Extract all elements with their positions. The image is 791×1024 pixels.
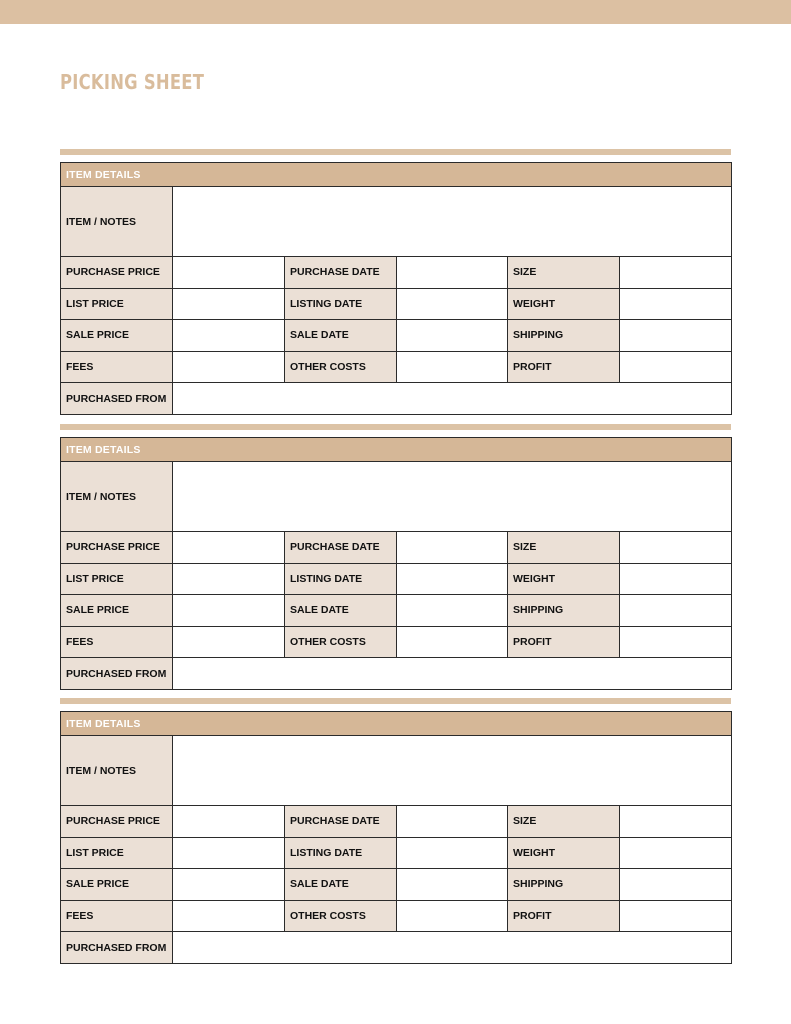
purchase-date-label: PURCHASE DATE [285, 806, 397, 838]
shipping-field[interactable] [620, 869, 732, 901]
weight-field[interactable] [620, 563, 732, 595]
list-price-field[interactable] [173, 288, 285, 320]
purchase-price-field[interactable] [173, 257, 285, 289]
fees-field[interactable] [173, 626, 285, 658]
listing-date-label: LISTING DATE [285, 288, 397, 320]
shipping-label: SHIPPING [508, 869, 620, 901]
purchase-date-field[interactable] [397, 257, 508, 289]
sale-price-label: SALE PRICE [61, 869, 173, 901]
shipping-label: SHIPPING [508, 320, 620, 352]
section-divider [60, 698, 731, 704]
fees-label: FEES [61, 900, 173, 932]
list-price-label: LIST PRICE [61, 837, 173, 869]
weight-label: WEIGHT [508, 563, 620, 595]
purchased-from-label: PURCHASED FROM [61, 932, 173, 964]
listing-date-label: LISTING DATE [285, 837, 397, 869]
sale-date-label: SALE DATE [285, 595, 397, 627]
size-label: SIZE [508, 806, 620, 838]
item-notes-field[interactable] [173, 462, 732, 532]
sale-price-label: SALE PRICE [61, 595, 173, 627]
item-details-header: ITEM DETAILS [61, 712, 732, 736]
profit-field[interactable] [620, 900, 732, 932]
other-costs-field[interactable] [397, 900, 508, 932]
sale-date-label: SALE DATE [285, 869, 397, 901]
purchased-from-label: PURCHASED FROM [61, 658, 173, 690]
fees-field[interactable] [173, 351, 285, 383]
purchase-price-label: PURCHASE PRICE [61, 257, 173, 289]
size-label: SIZE [508, 532, 620, 564]
purchased-from-label: PURCHASED FROM [61, 383, 173, 415]
item-notes-field[interactable] [173, 736, 732, 806]
purchase-price-label: PURCHASE PRICE [61, 806, 173, 838]
other-costs-field[interactable] [397, 626, 508, 658]
section-divider [60, 149, 731, 155]
purchase-price-field[interactable] [173, 806, 285, 838]
fees-label: FEES [61, 351, 173, 383]
purchased-from-field[interactable] [173, 383, 732, 415]
weight-field[interactable] [620, 288, 732, 320]
sale-price-label: SALE PRICE [61, 320, 173, 352]
item-notes-label: ITEM / NOTES [61, 736, 173, 806]
size-label: SIZE [508, 257, 620, 289]
size-field[interactable] [620, 806, 732, 838]
purchased-from-field[interactable] [173, 658, 732, 690]
purchase-price-field[interactable] [173, 532, 285, 564]
purchase-date-label: PURCHASE DATE [285, 532, 397, 564]
profit-field[interactable] [620, 351, 732, 383]
section-divider [60, 424, 731, 430]
fees-field[interactable] [173, 900, 285, 932]
shipping-field[interactable] [620, 320, 732, 352]
sale-price-field[interactable] [173, 320, 285, 352]
list-price-field[interactable] [173, 563, 285, 595]
listing-date-field[interactable] [397, 837, 508, 869]
sale-price-field[interactable] [173, 595, 285, 627]
weight-label: WEIGHT [508, 837, 620, 869]
other-costs-label: OTHER COSTS [285, 900, 397, 932]
purchase-date-field[interactable] [397, 806, 508, 838]
size-field[interactable] [620, 257, 732, 289]
shipping-label: SHIPPING [508, 595, 620, 627]
purchase-date-label: PURCHASE DATE [285, 257, 397, 289]
other-costs-label: OTHER COSTS [285, 626, 397, 658]
size-field[interactable] [620, 532, 732, 564]
list-price-field[interactable] [173, 837, 285, 869]
sale-price-field[interactable] [173, 869, 285, 901]
profit-label: PROFIT [508, 900, 620, 932]
purchased-from-field[interactable] [173, 932, 732, 964]
profit-field[interactable] [620, 626, 732, 658]
listing-date-field[interactable] [397, 288, 508, 320]
weight-field[interactable] [620, 837, 732, 869]
list-price-label: LIST PRICE [61, 563, 173, 595]
listing-date-label: LISTING DATE [285, 563, 397, 595]
profit-label: PROFIT [508, 351, 620, 383]
sale-date-field[interactable] [397, 595, 508, 627]
shipping-field[interactable] [620, 595, 732, 627]
fees-label: FEES [61, 626, 173, 658]
profit-label: PROFIT [508, 626, 620, 658]
list-price-label: LIST PRICE [61, 288, 173, 320]
item-notes-label: ITEM / NOTES [61, 462, 173, 532]
sale-date-field[interactable] [397, 320, 508, 352]
page-title: PICKING SHEET [60, 70, 205, 94]
item-details-table [60, 711, 732, 964]
purchase-date-field[interactable] [397, 532, 508, 564]
listing-date-field[interactable] [397, 563, 508, 595]
item-details-header: ITEM DETAILS [61, 438, 732, 462]
item-details-table [60, 437, 732, 690]
purchase-price-label: PURCHASE PRICE [61, 532, 173, 564]
item-notes-label: ITEM / NOTES [61, 187, 173, 257]
sale-date-field[interactable] [397, 869, 508, 901]
top-color-band [0, 0, 791, 24]
item-notes-field[interactable] [173, 187, 732, 257]
other-costs-label: OTHER COSTS [285, 351, 397, 383]
other-costs-field[interactable] [397, 351, 508, 383]
weight-label: WEIGHT [508, 288, 620, 320]
sale-date-label: SALE DATE [285, 320, 397, 352]
item-details-header: ITEM DETAILS [61, 163, 732, 187]
item-details-table [60, 162, 732, 415]
